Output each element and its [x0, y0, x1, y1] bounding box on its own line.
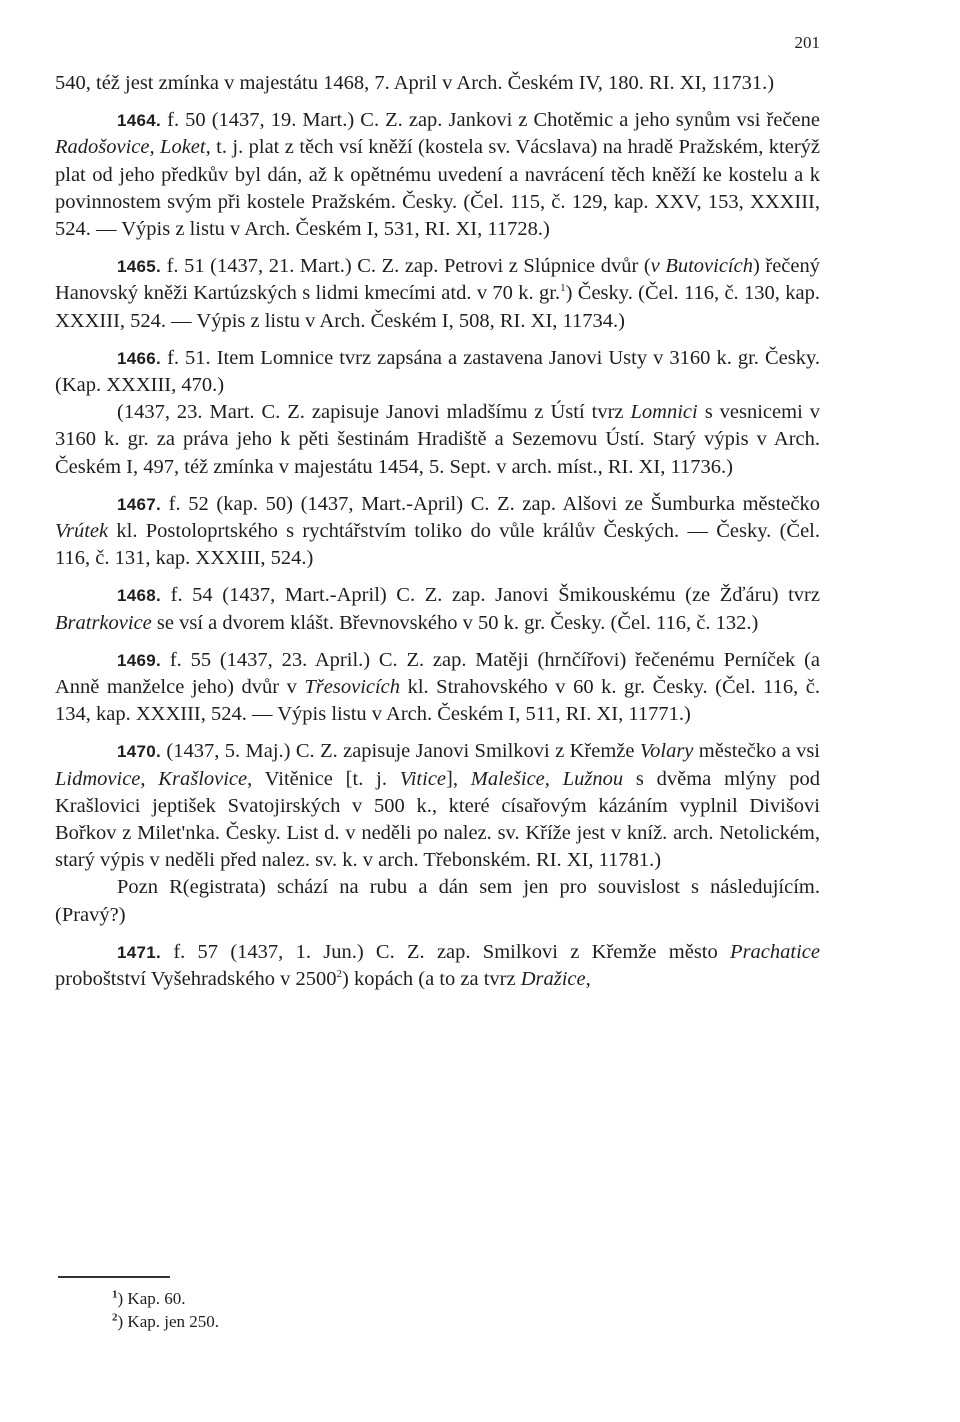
text-run: ],: [446, 767, 471, 790]
entry-number: 1466.: [117, 348, 162, 368]
entry-number: 1467.: [117, 494, 162, 514]
footnote-mark: 1: [112, 1288, 118, 1301]
italic-place-name: Třesovicích: [304, 676, 401, 699]
text-run: proboštství Vyšehradského v 2500: [55, 968, 337, 991]
italic-place-name: Lidmovice, Krašlovice: [55, 767, 248, 790]
text-run: f. 51 (1437, 21. Mart.) C. Z. zap. Petrovi z Slúpnice dvůr (: [161, 255, 651, 278]
text-run: f. 52 (kap. 50) (1437, Mart.-April) C. Z. zap. Alšovi ze Šumburka městečko: [161, 492, 820, 515]
footnotes: [112, 1287, 219, 1333]
page-number: 201: [794, 33, 820, 52]
entry-1465: [55, 253, 820, 335]
entry-1471: [55, 939, 820, 993]
text-run: f. 54 (1437, Mart.-April) C. Z. zap. Janovi Šmikouskému (ze Žďáru) tvrz: [161, 584, 820, 607]
entry-1464: [55, 107, 820, 243]
footnote-2: [112, 1310, 219, 1333]
text-run: (1437, 5. Maj.) C. Z. zapisuje Janovi Smilkovi z Křemže: [161, 740, 640, 763]
italic-place-name: Malešice, Lužnou: [470, 767, 624, 790]
text-run: kl. Strahovského v 60 k. gr. Česky. (Čel. 116, č. 134, kap. XXXIII, 524. — Výpis listu v Arch. Českém I, 511, RI. XI, 11771.): [55, 676, 820, 726]
italic-place-name: Volary: [639, 740, 694, 763]
text-run: ) řečený Hanovský kněži Kartúzských s lidmi kmecími atd. v 70 k. gr.: [55, 255, 820, 305]
footnote-1: [112, 1287, 219, 1310]
text-run: s dvěma mlýny pod Krašlovici jeptišek Svatojirských v 500 k., které císařovým kázáním vyplnil Divišovi Bořkov z Milet'nka. Česky. List d. v neděli po nalez. sv. Kříže jest v kníž. arch. Netolickém, starý výpis v neděli před nalez. sv. k. v arch. Třebonském. RI. XI, 11781.): [55, 767, 821, 872]
entry-number: 1464.: [117, 111, 162, 131]
text-run: , t. j. plat z těch vsí kněží (kostela sv. Vácslava) na hradě Pražském, kterýž plat od jeho předkův byl dán, až k opětnému uvedení a navrácení těch kněží ke kostelu a k povinnostem svým při kostele Pražském. Česky. (Čel. 115, č. 129, kap. XXV, 153, XXXIII, 524. — Výpis z listu v Arch. Českém I, 531, RI. XI, 11728.): [55, 136, 820, 241]
entry-1467: [55, 491, 820, 573]
text-run: ,: [585, 968, 591, 991]
entry-number: 1471.: [117, 942, 162, 962]
entry-1470: [55, 738, 820, 874]
italic-place-name: Lomnici: [630, 401, 698, 424]
footnote-ref: 2: [336, 968, 342, 981]
text-run: f. 50 (1437, 19. Mart.) C. Z. zap. Jankovi z Chotěmic a jeho synům vsi řečene: [161, 109, 820, 132]
text-run: 540, též jest zmínka v majestátu 1468, 7. April v Arch. Českém IV, 180. RI. XI, 11731.): [55, 72, 775, 94]
text-run: se vsí a dvorem klášt. Břevnovského v 50 k. gr. Česky. (Čel. 116, č. 132.): [151, 611, 759, 634]
entry-number: 1470.: [117, 742, 162, 762]
footnote-ref: 1: [560, 282, 566, 295]
text-run: f. 57 (1437, 1. Jun.) C. Z. zap. Smilkovi z Křemže město: [161, 940, 731, 963]
italic-place-name: Vitice: [399, 767, 447, 790]
entry-number: 1469.: [117, 650, 162, 670]
paragraph: [55, 70, 820, 97]
entry-1466: [55, 345, 820, 399]
italic-place-name: Dražice: [520, 968, 586, 991]
text-run: f. 55 (1437, 23. April.) C. Z. zap. Matěji (hrnčířovi) řečenému Perníček (a Anně manželce jeho) dvůr v: [55, 648, 820, 699]
footnote-mark: 2: [112, 1311, 118, 1324]
text-run: f. 51. Item Lomnice tvrz zapsána a zastavena Janovi Usty v 3160 k. gr. Česky. (Kap. XXXIII, 470.): [55, 346, 820, 397]
italic-place-name: Bratrkovice: [55, 611, 152, 634]
footnote-text: ) Kap. jen 250.: [117, 1312, 220, 1331]
entry-number: 1468.: [117, 586, 162, 606]
paragraph: [55, 874, 820, 928]
italic-place-name: Prachatice: [730, 940, 820, 963]
italic-place-name: Radošovice, Loket: [55, 136, 206, 159]
text-run: městečko a vsi: [693, 740, 820, 763]
entry-1469: [55, 647, 820, 729]
entry-1468: [55, 582, 820, 636]
text-run: , Vitěnice [t. j.: [247, 767, 400, 790]
entry-number: 1465.: [117, 257, 162, 277]
footnote-rule: [58, 1276, 170, 1278]
footnote-text: ) Kap. 60.: [117, 1289, 186, 1308]
italic-place-name: v Butovicích: [650, 255, 753, 278]
text-run: s vesnicemi v 3160 k. gr. za práva jeho k pěti šestinám Hradiště a Sezemovu Ústí. Starý výpis v Arch. Českém I, 497, též zmínka v majestátu 1454, 5. Sept. v arch. míst., RI. XI, 11736.): [55, 401, 821, 478]
body-text: [55, 70, 820, 993]
text-run: (1437, 23. Mart. C. Z. zapisuje Janovi mladšímu z Ústí tvrz: [117, 401, 631, 424]
text-run: ) Česky. (Čel. 116, č. 130, kap. XXXIII, 524. — Výpis z listu v Arch. Českém I, 508, RI. XI, 11734.): [55, 282, 820, 332]
text-run: ) kopách (a to za tvrz: [342, 968, 521, 991]
italic-place-name: Vrútek: [55, 520, 109, 543]
text-run: Pozn R(egistrata) schází na rubu a dán sem jen pro souvislost s následujícím. (Pravý?): [55, 876, 820, 926]
paragraph: [55, 399, 820, 481]
text-run: kl. Postoloprtského s rychtářstvím toliko do vůle králův Českých. — Česky. (Čel. 116, č. 131, kap. XXXIII, 524.): [55, 520, 820, 570]
